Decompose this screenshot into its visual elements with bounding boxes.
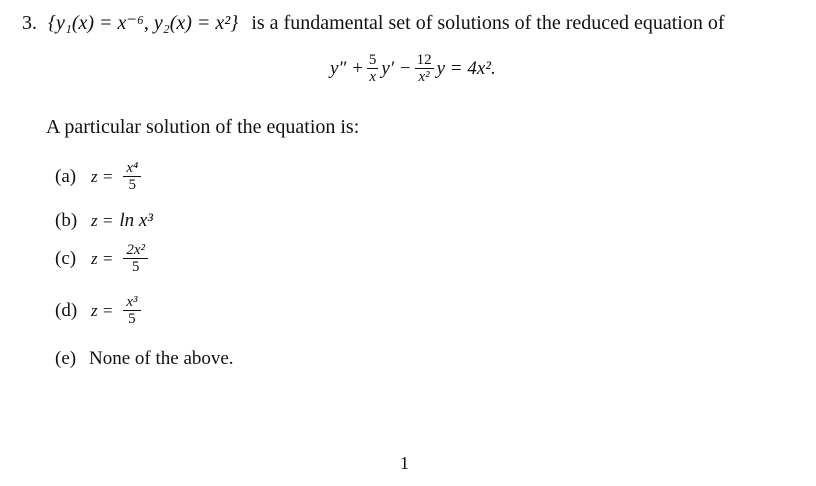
equation-fraction-1 (367, 52, 379, 85)
option-d[interactable] (55, 294, 141, 327)
option-e-text: None of the above. (89, 348, 234, 369)
option-a-fraction (123, 160, 141, 193)
option-d-denominator: 5 (128, 311, 136, 327)
fraction-1-numerator: 5 (368, 52, 377, 68)
option-c-numerator: 2x² (126, 242, 145, 258)
fraction-2-numerator: 12 (416, 52, 432, 68)
option-e-label: (e) (55, 348, 77, 369)
page-number: 1 (400, 453, 409, 473)
option-a-numerator: x⁴ (126, 160, 139, 176)
equation-lhs-start: y″ + (330, 57, 364, 79)
option-d-fraction (123, 294, 140, 327)
option-b-z: z = (91, 211, 114, 230)
question-prompt: A particular solution of the equation is: (46, 116, 360, 138)
option-d-label: (d) (55, 299, 78, 321)
option-a[interactable] (55, 160, 141, 193)
option-b[interactable] (55, 210, 153, 232)
option-c-z: z = (91, 248, 114, 268)
problem-text: is a fundamental set of solutions of the reduced equation of (251, 12, 725, 34)
option-d-numerator: x³ (126, 294, 138, 310)
option-c-fraction (123, 242, 148, 275)
fraction-1-denominator: x (369, 69, 376, 85)
equation-rhs: y = 4x². (436, 57, 496, 79)
option-c-label: (c) (55, 247, 77, 269)
reduced-equation (330, 52, 496, 85)
option-c[interactable] (55, 242, 148, 275)
option-a-label: (a) (55, 165, 77, 187)
option-a-z: z = (91, 166, 114, 186)
equation-fraction-2 (415, 52, 434, 85)
option-d-z: z = (91, 300, 114, 320)
option-a-denominator: 5 (128, 177, 137, 193)
option-e[interactable] (55, 348, 234, 370)
problem-statement (22, 10, 725, 35)
problem-number: 3. (22, 12, 37, 34)
fraction-2-denominator: x² (418, 69, 430, 85)
option-c-denominator: 5 (131, 259, 140, 275)
option-b-expression: ln x³ (119, 210, 154, 231)
solution-set: {y₁(x) = x⁻⁶, y₂(x) = x²} (48, 12, 239, 34)
option-b-label: (b) (55, 210, 78, 231)
equation-middle: y′ − (381, 57, 412, 79)
